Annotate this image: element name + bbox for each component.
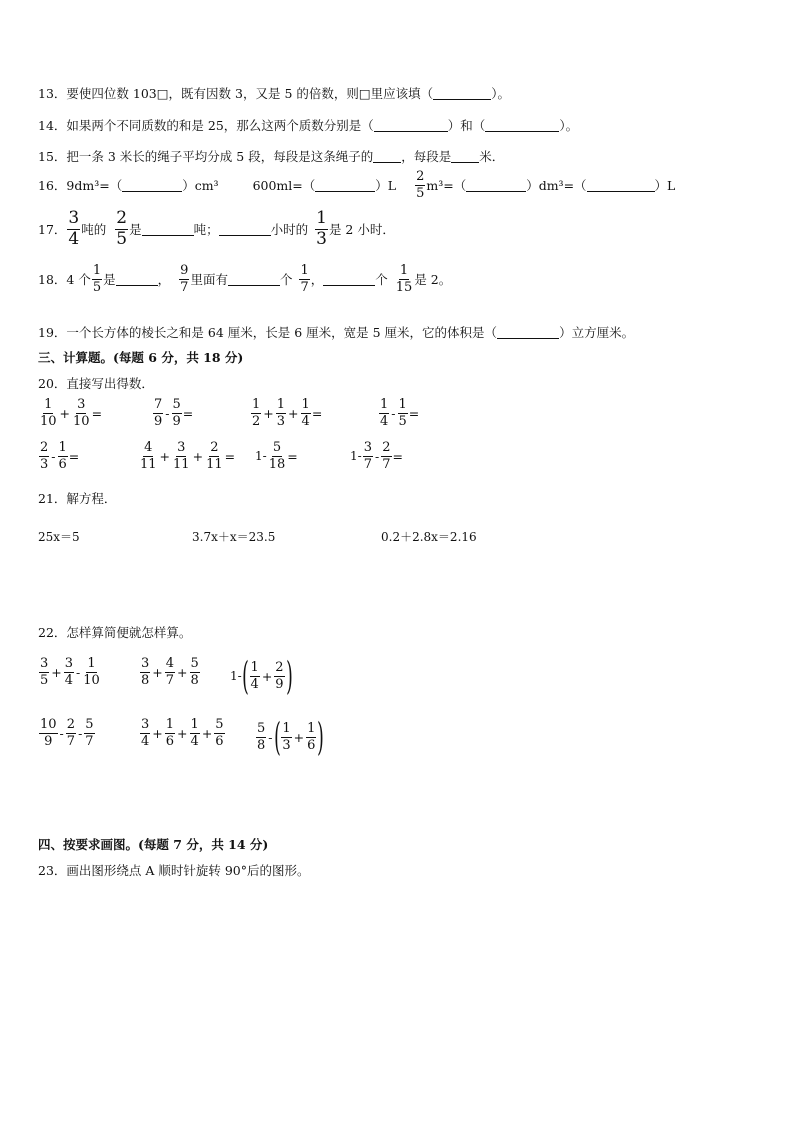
expression-22-1: $\frac{3}{5}$ + $\frac{3}{4}$ - $\frac{1}{10}$ xyxy=(40,656,100,688)
question-23: 23． 画出图形绕点 A 顺时针旋转 90°后的图形。 xyxy=(38,863,310,878)
question-17: 17． $\frac{3}{4}$ 吨的 $\frac{2}{5}$ 是 吨； 小时的 $\frac{1}{3}$ 是 2 小时． xyxy=(38,208,395,249)
answer-blank[interactable] xyxy=(497,326,559,339)
answer-blank[interactable] xyxy=(373,150,401,163)
expression-20-2: $\frac{7}{9}$ - $\frac{5}{9}$ = xyxy=(154,397,194,429)
question-21: 21． 解方程． xyxy=(38,491,117,506)
question-20: 20． 直接写出得数． xyxy=(38,376,154,391)
expression-20-6: $\frac{4}{11}$ + $\frac{3}{11}$ + $\frac{2}{11}$ = xyxy=(140,440,236,472)
expression-22-3: 1- ( $\frac{1}{4}$ + $\frac{2}{9}$ ) xyxy=(230,654,293,698)
expression-22-2: $\frac{3}{8}$ + $\frac{4}{7}$ + $\frac{5}{8}$ xyxy=(141,656,199,688)
answer-blank[interactable] xyxy=(466,179,526,192)
answer-blank[interactable] xyxy=(433,87,491,100)
answer-blank[interactable] xyxy=(315,179,375,192)
section-heading-3: 三、计算题。(每题 6 分，共 18 分) xyxy=(38,350,244,365)
fraction: $\frac{3}{4}$ xyxy=(68,208,80,249)
fraction: $\frac{2}{5}$ xyxy=(416,169,425,201)
answer-blank[interactable] xyxy=(228,273,280,286)
question-15: 15． 把一条 3 米长的绳子平均分成 5 段，每段是这条绳子的 ，每段是 米． xyxy=(38,149,505,164)
equation-3: 0.2＋2.8x＝2.16 xyxy=(381,530,477,544)
fraction: $\frac{9}{7}$ xyxy=(180,263,189,295)
expression-20-7: 1- $\frac{5}{18}$ = xyxy=(255,440,298,472)
answer-blank[interactable] xyxy=(451,150,479,163)
answer-blank[interactable] xyxy=(323,273,375,286)
fraction: $\frac{1}{5}$ xyxy=(92,263,102,295)
expression-22-5: $\frac{3}{4}$ + $\frac{1}{6}$ + $\frac{1}{4}$ + $\frac{5}{6}$ xyxy=(141,717,224,749)
expression-20-3: $\frac{1}{2}$ + $\frac{1}{3}$ + $\frac{1}{4}$ = xyxy=(252,397,323,429)
fraction: $\frac{2}{5}$ xyxy=(116,208,128,249)
equation-2: 3.7x＋x＝23.5 xyxy=(192,530,276,544)
fraction: $\frac{1}{15}$ xyxy=(395,263,413,295)
equation-1: 25x＝5 xyxy=(38,530,80,544)
answer-blank[interactable] xyxy=(219,223,271,236)
section-heading-4: 四、按要求画图。(每题 7 分，共 14 分) xyxy=(38,837,269,852)
expression-20-8: 1- $\frac{3}{7}$ - $\frac{2}{7}$ = xyxy=(350,440,403,472)
answer-blank[interactable] xyxy=(122,179,182,192)
answer-blank[interactable] xyxy=(116,273,158,286)
answer-blank[interactable] xyxy=(142,223,194,236)
fraction: $\frac{1}{7}$ xyxy=(300,263,309,295)
question-14: 14． 如果两个不同质数的和是 25，那么这两个质数分别是（ ）和（ ）。 xyxy=(38,118,579,133)
question-16: 16． 9dm³=（ ）cm³ 600ml=（ ）L $\frac{2}{5}$ m³=（ ）dm³=（ ）L xyxy=(38,169,676,201)
expression-22-4: $\frac{10}{9}$ - $\frac{2}{7}$ - $\frac{5}{7}$ xyxy=(40,717,94,749)
expression-20-1: $\frac{1}{10}$ + $\frac{3}{10}$ = xyxy=(40,397,103,429)
expression-20-5: $\frac{2}{3}$ - $\frac{1}{6}$ = xyxy=(40,440,80,472)
question-22: 22． 怎样算简便就怎样算。 xyxy=(38,625,192,640)
question-19: 19． 一个长方体的棱长之和是 64 厘米，长是 6 厘米，宽是 5 厘米，它的体积是（ ）立方厘米。 xyxy=(38,325,635,340)
question-13: 13． 要使四位数 103□，既有因数 3，又是 5 的倍数，则□里应该填（ ）。 xyxy=(38,86,510,101)
fraction: $\frac{1}{3}$ xyxy=(316,208,327,249)
question-18: 18． 4 个 $\frac{1}{5}$ 是 ， $\frac{9}{7}$ 里面有 个 $\frac{1}{7}$ ， 个 $\frac{1}{15}$ 是 2。 xyxy=(38,263,452,295)
answer-blank[interactable] xyxy=(485,119,559,132)
expression-22-6: $\frac{5}{8}$ - ( $\frac{1}{3}$ + $\frac{1}{6}$ ) xyxy=(257,715,325,759)
expression-20-4: $\frac{1}{4}$ - $\frac{1}{5}$ = xyxy=(380,397,420,429)
answer-blank[interactable] xyxy=(374,119,448,132)
answer-blank[interactable] xyxy=(587,179,655,192)
